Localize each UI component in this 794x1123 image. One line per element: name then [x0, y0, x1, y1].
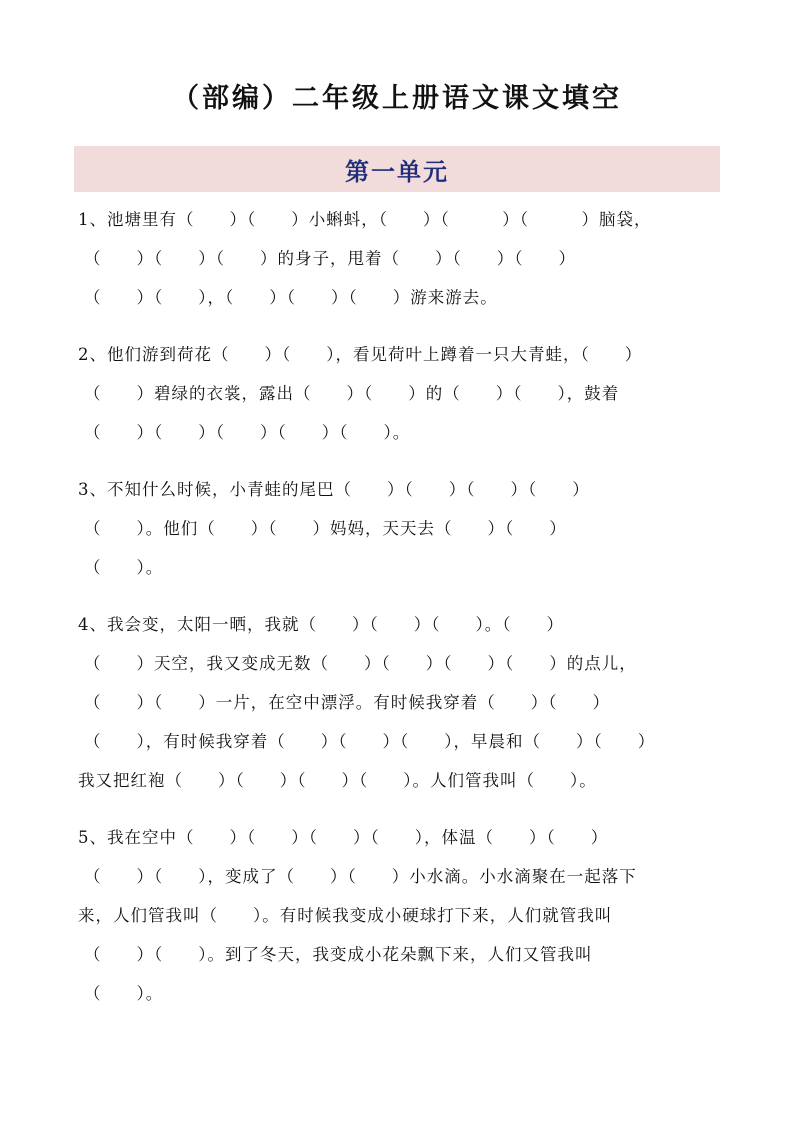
- question-line: （ ）（ ），变成了（ ）（ ）小水滴。小水滴聚在一起落下: [84, 867, 637, 886]
- unit-title: 第一单元: [345, 157, 449, 186]
- question-line: 5、我在空中（ ）（ ）（ ）（ ），体温（ ）（ ）: [78, 828, 609, 847]
- question-line: 3、不知什么时候，小青蛙的尾巴（ ）（ ）（ ）（ ）: [78, 480, 590, 499]
- page-title: （部编）二年级上册语文课文填空: [172, 83, 622, 114]
- question-line: （ ）（ ），（ ）（ ）（ ）游来游去。: [84, 288, 498, 307]
- question-line: （ ）。他们（ ）（ ）妈妈，天天去（ ）（ ）: [84, 519, 567, 538]
- question-line: （ ）（ ）（ ）的身子，甩着（ ）（ ）（ ）: [84, 249, 576, 268]
- question-line: 4、我会变，太阳一晒，我就（ ）（ ）（ ）。（ ）: [78, 615, 564, 634]
- question-line: （ ）（ ）一片，在空中漂浮。有时候我穿着（ ）（ ）: [84, 693, 610, 712]
- question-line: （ ）。: [84, 558, 164, 577]
- question-line: 来，人们管我叫（ ）。有时候我变成小硬球打下来，人们就管我叫: [78, 906, 613, 925]
- question-line: （ ）。: [84, 984, 164, 1003]
- question-5: [78, 818, 738, 1013]
- question-line: 我又把红袍（ ）（ ）（ ）（ ）。人们管我叫（ ）。: [78, 771, 597, 790]
- fill-in-items: [78, 200, 738, 1031]
- unit-banner: [74, 146, 720, 192]
- question-1: [78, 200, 738, 317]
- question-line: （ ）（ ）（ ）（ ）（ ）。: [84, 423, 411, 442]
- question-line: （ ），有时候我穿着（ ）（ ）（ ），早晨和（ ）（ ）: [84, 732, 656, 751]
- question-2: [78, 335, 738, 452]
- question-line: （ ）碧绿的衣裳，露出（ ）（ ）的（ ）（ ），鼓着: [84, 384, 620, 403]
- question-line: 2、他们游到荷花（ ）（ ），看见荷叶上蹲着一只大青蛙，（ ）: [78, 345, 643, 364]
- question-line: （ ）（ ）。到了冬天，我变成小花朵飘下来，人们又管我叫: [84, 945, 593, 964]
- question-line: 1、池塘里有（ ）（ ）小蝌蚪，（ ）（ ）（ ）脑袋，: [78, 210, 652, 229]
- question-line: （ ）天空，我又变成无数（ ）（ ）（ ）（ ）的点儿，: [84, 654, 637, 673]
- question-3: [78, 470, 738, 587]
- question-4: [78, 605, 738, 800]
